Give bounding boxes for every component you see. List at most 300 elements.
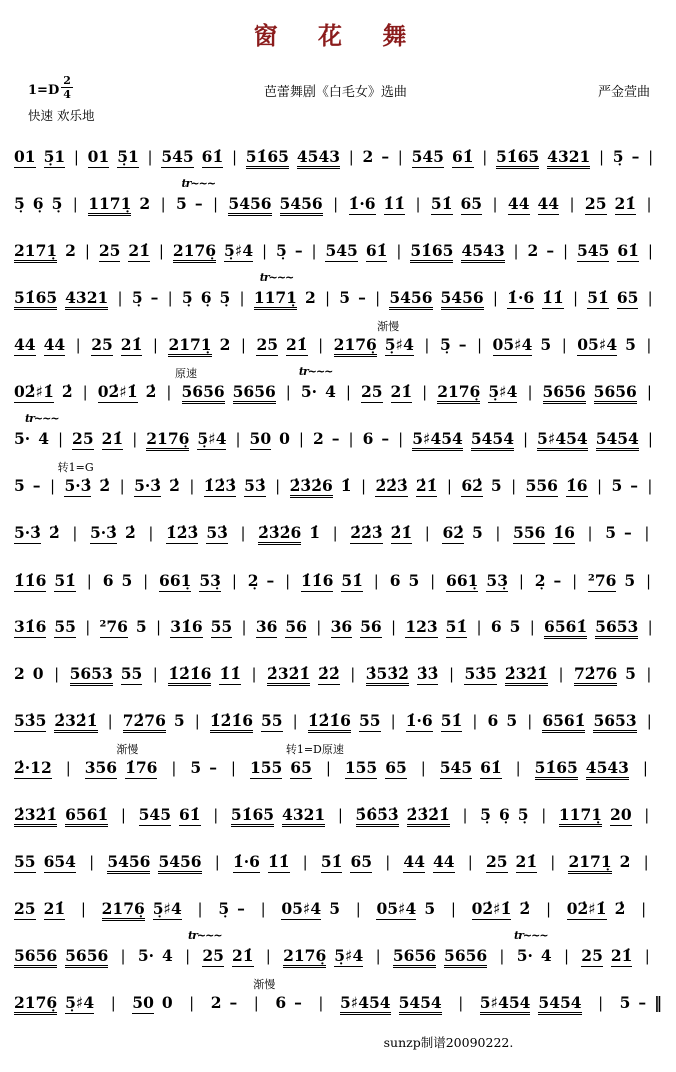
note-group: 5♯454 <box>340 994 391 1015</box>
measure <box>210 712 283 733</box>
note-group: 2176̣ <box>437 383 480 404</box>
measure <box>248 572 275 590</box>
measure <box>14 853 76 873</box>
measure <box>308 712 381 733</box>
note-group: 2171̣ <box>568 853 611 874</box>
note-group: 51̇ <box>587 288 609 308</box>
tempo-annotation: 转1=D原速 <box>285 743 344 756</box>
measure <box>14 289 108 310</box>
note-group: 5 <box>339 288 351 308</box>
note-group: – <box>229 993 238 1013</box>
note-group: 61̇ <box>451 147 474 167</box>
note-group: 1̇6 <box>553 523 575 543</box>
note-group: 5454 <box>596 430 639 451</box>
barline: | <box>472 712 478 731</box>
note-group: 5̣ <box>14 194 25 214</box>
barline: | <box>424 336 430 355</box>
measure <box>204 477 266 497</box>
barline: | <box>415 195 421 214</box>
measure <box>14 618 76 638</box>
note-group: 31̇6 <box>170 617 203 637</box>
note-group: 5♯454 <box>537 430 588 451</box>
measure <box>182 383 276 404</box>
measure <box>340 994 442 1015</box>
note-group: – <box>331 429 340 449</box>
note-group: 2 <box>619 852 631 872</box>
measure <box>574 665 636 686</box>
barline: | <box>75 336 81 355</box>
measure <box>90 524 136 544</box>
measure <box>461 477 501 497</box>
barline: | <box>333 195 339 214</box>
barline: | <box>345 383 351 402</box>
note-group: – <box>237 899 245 919</box>
note-group: 5 <box>408 571 420 591</box>
note-group: 5454 <box>399 994 442 1015</box>
note-group: 4321 <box>65 289 108 310</box>
notation-row <box>14 524 662 545</box>
note-group: 65 <box>290 758 312 778</box>
barline: | <box>260 900 266 919</box>
note-group: 5 <box>509 617 521 637</box>
note-group: 51̇ <box>341 571 363 591</box>
note-group: 2 <box>65 241 76 261</box>
barline: | <box>194 712 200 731</box>
measure <box>290 477 352 498</box>
barline: | <box>147 148 153 167</box>
music-line <box>12 598 664 645</box>
barline: | <box>171 759 177 778</box>
notation-row <box>14 477 662 498</box>
barline: | <box>562 242 569 261</box>
note-group: 25 <box>72 429 94 449</box>
note-group: – <box>266 571 275 591</box>
note-group: 4543 <box>297 148 340 169</box>
music-line <box>12 128 664 175</box>
note-group: 5·3̇ <box>89 523 117 543</box>
note-group: – <box>32 476 41 496</box>
measure <box>146 430 226 451</box>
notation-row <box>14 806 662 827</box>
note-group: 61̇ <box>617 241 639 261</box>
barline: | <box>390 712 396 731</box>
music-line <box>12 175 664 222</box>
measure <box>491 618 521 636</box>
note-group: 21̇ <box>390 382 413 402</box>
barline: | <box>647 430 653 449</box>
note-group: 5 <box>605 523 616 543</box>
note-group: 5̣ <box>218 899 230 919</box>
measure <box>85 759 158 779</box>
note-group: 2 <box>219 335 231 355</box>
barline: | <box>302 853 308 872</box>
note-group: 2 <box>304 288 316 308</box>
measure <box>72 430 123 450</box>
note-group: 25 <box>91 335 113 355</box>
barline: | <box>375 289 381 308</box>
note-group: 2 <box>312 429 324 449</box>
barline: | <box>646 383 652 402</box>
note-group: 5656 <box>594 383 637 404</box>
barline: | <box>596 477 603 496</box>
note-group: 25 <box>360 382 383 402</box>
barline: | <box>522 430 529 449</box>
note-group: 6̣ <box>32 194 44 214</box>
barline: | <box>275 477 281 496</box>
note-group: 5♯454 <box>480 994 531 1015</box>
measure <box>102 900 182 921</box>
barline: | <box>476 336 483 355</box>
barline: | <box>644 947 650 966</box>
measure <box>14 572 76 592</box>
note-group: 5̣ <box>219 288 231 308</box>
note-group: 53̇ <box>206 523 228 543</box>
measure <box>513 524 575 544</box>
measure <box>528 242 555 260</box>
note-group: 2̇·12 <box>14 758 52 778</box>
notation-row <box>14 665 662 686</box>
music-line <box>12 222 664 269</box>
barline: | <box>230 759 236 778</box>
barline: | <box>158 242 164 261</box>
note-group: 05♯4 <box>492 335 533 355</box>
barline: | <box>311 242 317 261</box>
barline: | <box>120 806 126 825</box>
measure <box>496 148 590 169</box>
note-group: 6 <box>490 617 502 637</box>
note-group: 5 <box>121 571 133 591</box>
measure <box>517 947 552 965</box>
note-group: – <box>458 335 467 355</box>
note-group: 4321 <box>282 806 325 827</box>
notation-row <box>14 195 662 216</box>
music-line <box>12 739 664 786</box>
note-group: 5456 <box>441 289 484 310</box>
note-group: – <box>623 523 632 543</box>
note-group: ‖ <box>654 993 662 1013</box>
note-group: 3̇3̇ <box>416 664 439 684</box>
tempo-marking: 快速 欢乐地 <box>28 108 95 123</box>
note-group: 36 <box>330 617 353 637</box>
note-group: 2171̣ <box>168 336 211 357</box>
notation-row <box>14 900 662 921</box>
note-group: 1̇2̇1̇6 <box>308 712 351 733</box>
note-group: 0 <box>32 664 44 684</box>
note-group: 5653 <box>595 618 638 639</box>
measure <box>70 665 143 686</box>
barline: | <box>119 477 125 496</box>
barline: | <box>420 759 426 778</box>
barline: | <box>251 665 257 684</box>
note-group: – <box>381 147 390 167</box>
measure <box>64 477 110 497</box>
note-group: 2̇3̇2̇6 <box>258 524 301 545</box>
barline: | <box>541 806 547 825</box>
barline: | <box>563 947 570 966</box>
note-group: 5̣ <box>480 805 491 825</box>
note-group: 21̇ <box>43 899 66 919</box>
note-group: 5 <box>135 617 147 637</box>
note-group: 2̇ <box>61 382 73 402</box>
barline: | <box>598 994 604 1013</box>
measure <box>91 336 142 356</box>
note-group: 5̣ <box>517 805 529 825</box>
note-group: – <box>631 147 640 167</box>
note-group: 5456 <box>107 853 150 874</box>
measure <box>301 383 336 401</box>
note-group: ²76 <box>99 617 128 637</box>
measure <box>363 430 390 448</box>
barline: | <box>355 900 361 919</box>
music-line <box>12 363 664 410</box>
note-group: 4543 <box>461 242 504 263</box>
note-group: 545 <box>411 147 444 167</box>
note-group: 51̇ <box>320 852 343 872</box>
note-group: 72̇76 <box>123 712 166 733</box>
note-group: 5653 <box>593 712 636 733</box>
measure <box>339 289 366 307</box>
measure <box>356 806 450 827</box>
measure <box>166 524 228 544</box>
measure <box>168 665 241 686</box>
measure <box>376 900 435 920</box>
note-group: 62̇ <box>442 523 465 543</box>
measure <box>507 289 564 309</box>
note-group: 2̇32̇1̇ <box>505 665 548 686</box>
music-line <box>12 269 664 316</box>
barline: | <box>373 572 379 591</box>
note-group: 5·3̇ <box>64 476 92 496</box>
note-group: 2̇ <box>145 382 157 402</box>
measure <box>567 900 626 920</box>
measure <box>488 712 518 730</box>
note-group: 65 <box>460 194 483 214</box>
measure <box>14 195 62 213</box>
barline: | <box>235 430 241 449</box>
note-group: 2̇ <box>169 476 180 496</box>
measure <box>480 994 582 1015</box>
barline: | <box>361 477 367 496</box>
note-group: 1̇·6 <box>348 194 376 214</box>
barline: | <box>527 712 533 731</box>
note-group: 56 <box>285 617 307 637</box>
barline: | <box>265 947 271 966</box>
note-group: 5̣ <box>131 288 143 308</box>
measure <box>331 618 382 638</box>
note-group: 2171̣ <box>14 242 57 263</box>
tempo-annotation: 渐慢 <box>116 743 139 756</box>
barline: | <box>132 430 138 449</box>
note-group: 1̇1̇ <box>542 288 564 308</box>
barline: | <box>152 665 158 684</box>
note-group: 25 <box>202 946 224 966</box>
score-header <box>12 75 664 100</box>
barline: | <box>572 289 579 308</box>
note-group: 5 <box>173 711 185 731</box>
note-group: – <box>209 758 217 778</box>
barline: | <box>189 477 195 496</box>
measure <box>233 853 290 873</box>
note-group: 1171̣ <box>559 806 602 827</box>
measure <box>14 430 49 448</box>
measure <box>535 572 562 590</box>
note-group: 6 <box>362 429 374 449</box>
barline: | <box>337 806 343 825</box>
note-group: 44 <box>403 852 425 872</box>
barline: | <box>120 947 126 966</box>
note-group: 21̇ <box>128 241 150 261</box>
barline: | <box>231 572 237 591</box>
barline: | <box>240 336 246 355</box>
measure <box>526 477 588 497</box>
measure <box>577 336 636 356</box>
note-group: 21̇ <box>286 335 308 355</box>
note-group: 1̇·6 <box>507 288 535 308</box>
note-group: 4321 <box>547 148 590 169</box>
music-line <box>12 645 664 692</box>
time-signature-numerator: 2 <box>63 74 71 87</box>
barline: | <box>599 148 605 167</box>
barline: | <box>646 572 652 591</box>
note-group: 21̇ <box>231 946 254 966</box>
note-group: ²76 <box>588 571 617 591</box>
note-group: – <box>638 993 647 1013</box>
note-group: 1̇2̇1̇6 <box>210 712 253 733</box>
measure <box>132 994 172 1014</box>
note-group: 654 <box>43 852 76 872</box>
note-group: 6561̇ <box>542 712 585 733</box>
notation-row <box>14 947 662 968</box>
note-group: 5 <box>619 993 631 1013</box>
measure <box>577 242 639 262</box>
music-line <box>12 551 664 598</box>
measure <box>139 806 201 826</box>
measure <box>176 195 203 213</box>
trill-mark: tr~~~ <box>514 929 548 942</box>
note-group: 5̣♯4 <box>224 241 254 261</box>
tempo-annotation: 渐慢 <box>377 320 400 333</box>
barline: | <box>646 195 652 214</box>
note-group: 6 <box>487 711 499 731</box>
note-group: 25 <box>14 899 36 919</box>
barline: | <box>82 383 88 402</box>
note-group: 21̇ <box>120 335 143 355</box>
music-line <box>12 927 664 974</box>
note-group: 44 <box>433 852 455 872</box>
note-group: 1̇ <box>340 476 352 496</box>
note-group: 5̣1 <box>117 147 139 167</box>
note-group: 25 <box>581 946 603 966</box>
measure <box>14 148 65 168</box>
measure <box>88 148 139 168</box>
measure <box>281 900 340 920</box>
barline: | <box>492 195 498 214</box>
measure <box>350 524 412 544</box>
trill-mark: tr~~~ <box>298 365 333 378</box>
music-line <box>12 410 664 457</box>
note-group: 02̇♯1̇ <box>471 899 512 919</box>
note-group: 4 <box>325 382 336 402</box>
note-group: 2176̣ <box>283 947 326 968</box>
barline: | <box>385 853 391 872</box>
measure <box>228 195 322 216</box>
note-group: 5· <box>137 946 155 966</box>
barline: | <box>285 383 291 402</box>
measure <box>231 806 325 827</box>
note-group: 2̇ <box>614 899 626 919</box>
barline: | <box>561 336 567 355</box>
barline: | <box>318 336 324 355</box>
note-group: 1̇2̇3̇ <box>165 523 199 543</box>
note-group: 61̇ <box>365 241 388 261</box>
note-group: 5 <box>490 476 502 496</box>
barline: | <box>298 430 304 449</box>
barline: | <box>646 665 652 684</box>
measure <box>170 618 232 638</box>
measure <box>393 947 487 968</box>
note-group: 1171̣ <box>254 289 297 310</box>
note-group: 21̇ <box>101 429 124 449</box>
measure <box>202 947 253 967</box>
measure <box>14 759 52 779</box>
note-group: 5· <box>516 946 533 966</box>
measure <box>250 430 290 450</box>
measure <box>542 712 636 733</box>
barline: | <box>495 524 501 543</box>
barline: | <box>107 712 113 731</box>
barline: | <box>513 242 519 261</box>
note-group: 36 <box>255 617 278 637</box>
measure <box>535 759 629 780</box>
note-group: 5♯454 <box>412 430 463 451</box>
note-group: 02̇♯1̇ <box>14 382 54 402</box>
measure <box>161 148 223 168</box>
note-group: 5 <box>190 758 202 778</box>
measure <box>14 806 108 827</box>
measure <box>14 383 73 403</box>
note-group: 2 <box>210 993 222 1013</box>
notation-row <box>14 712 662 733</box>
barline: | <box>325 759 331 778</box>
barline: | <box>398 430 404 449</box>
measure <box>366 665 439 686</box>
measure <box>256 618 307 638</box>
note-group: 2176̣ <box>14 994 57 1015</box>
note-group: 1̇1̇ <box>267 852 290 872</box>
note-group: 55 <box>120 664 143 684</box>
source-label: 芭蕾舞剧《白毛女》选曲 <box>263 85 407 100</box>
barline: | <box>646 712 652 731</box>
note-group: 55 <box>210 617 233 637</box>
note-group: 5̣♯4 <box>65 993 95 1013</box>
barline: | <box>167 289 173 308</box>
note-group: 356 <box>84 758 118 778</box>
note-group: 51̇65 <box>535 759 578 780</box>
note-group: 20 <box>610 805 632 825</box>
music-line <box>12 504 664 551</box>
note-group: 2̇32̇1̇ <box>267 665 310 686</box>
barline: | <box>166 383 172 402</box>
tempo-annotation: 渐慢 <box>253 978 276 991</box>
measure <box>620 994 662 1012</box>
barline: | <box>85 618 91 637</box>
note-group: 1̇1̇6 <box>14 571 47 591</box>
barline: | <box>160 195 166 214</box>
barline: | <box>499 947 505 966</box>
measure <box>464 665 548 686</box>
note-group: 545 <box>138 805 171 825</box>
note-group: 5̣ <box>51 194 63 214</box>
